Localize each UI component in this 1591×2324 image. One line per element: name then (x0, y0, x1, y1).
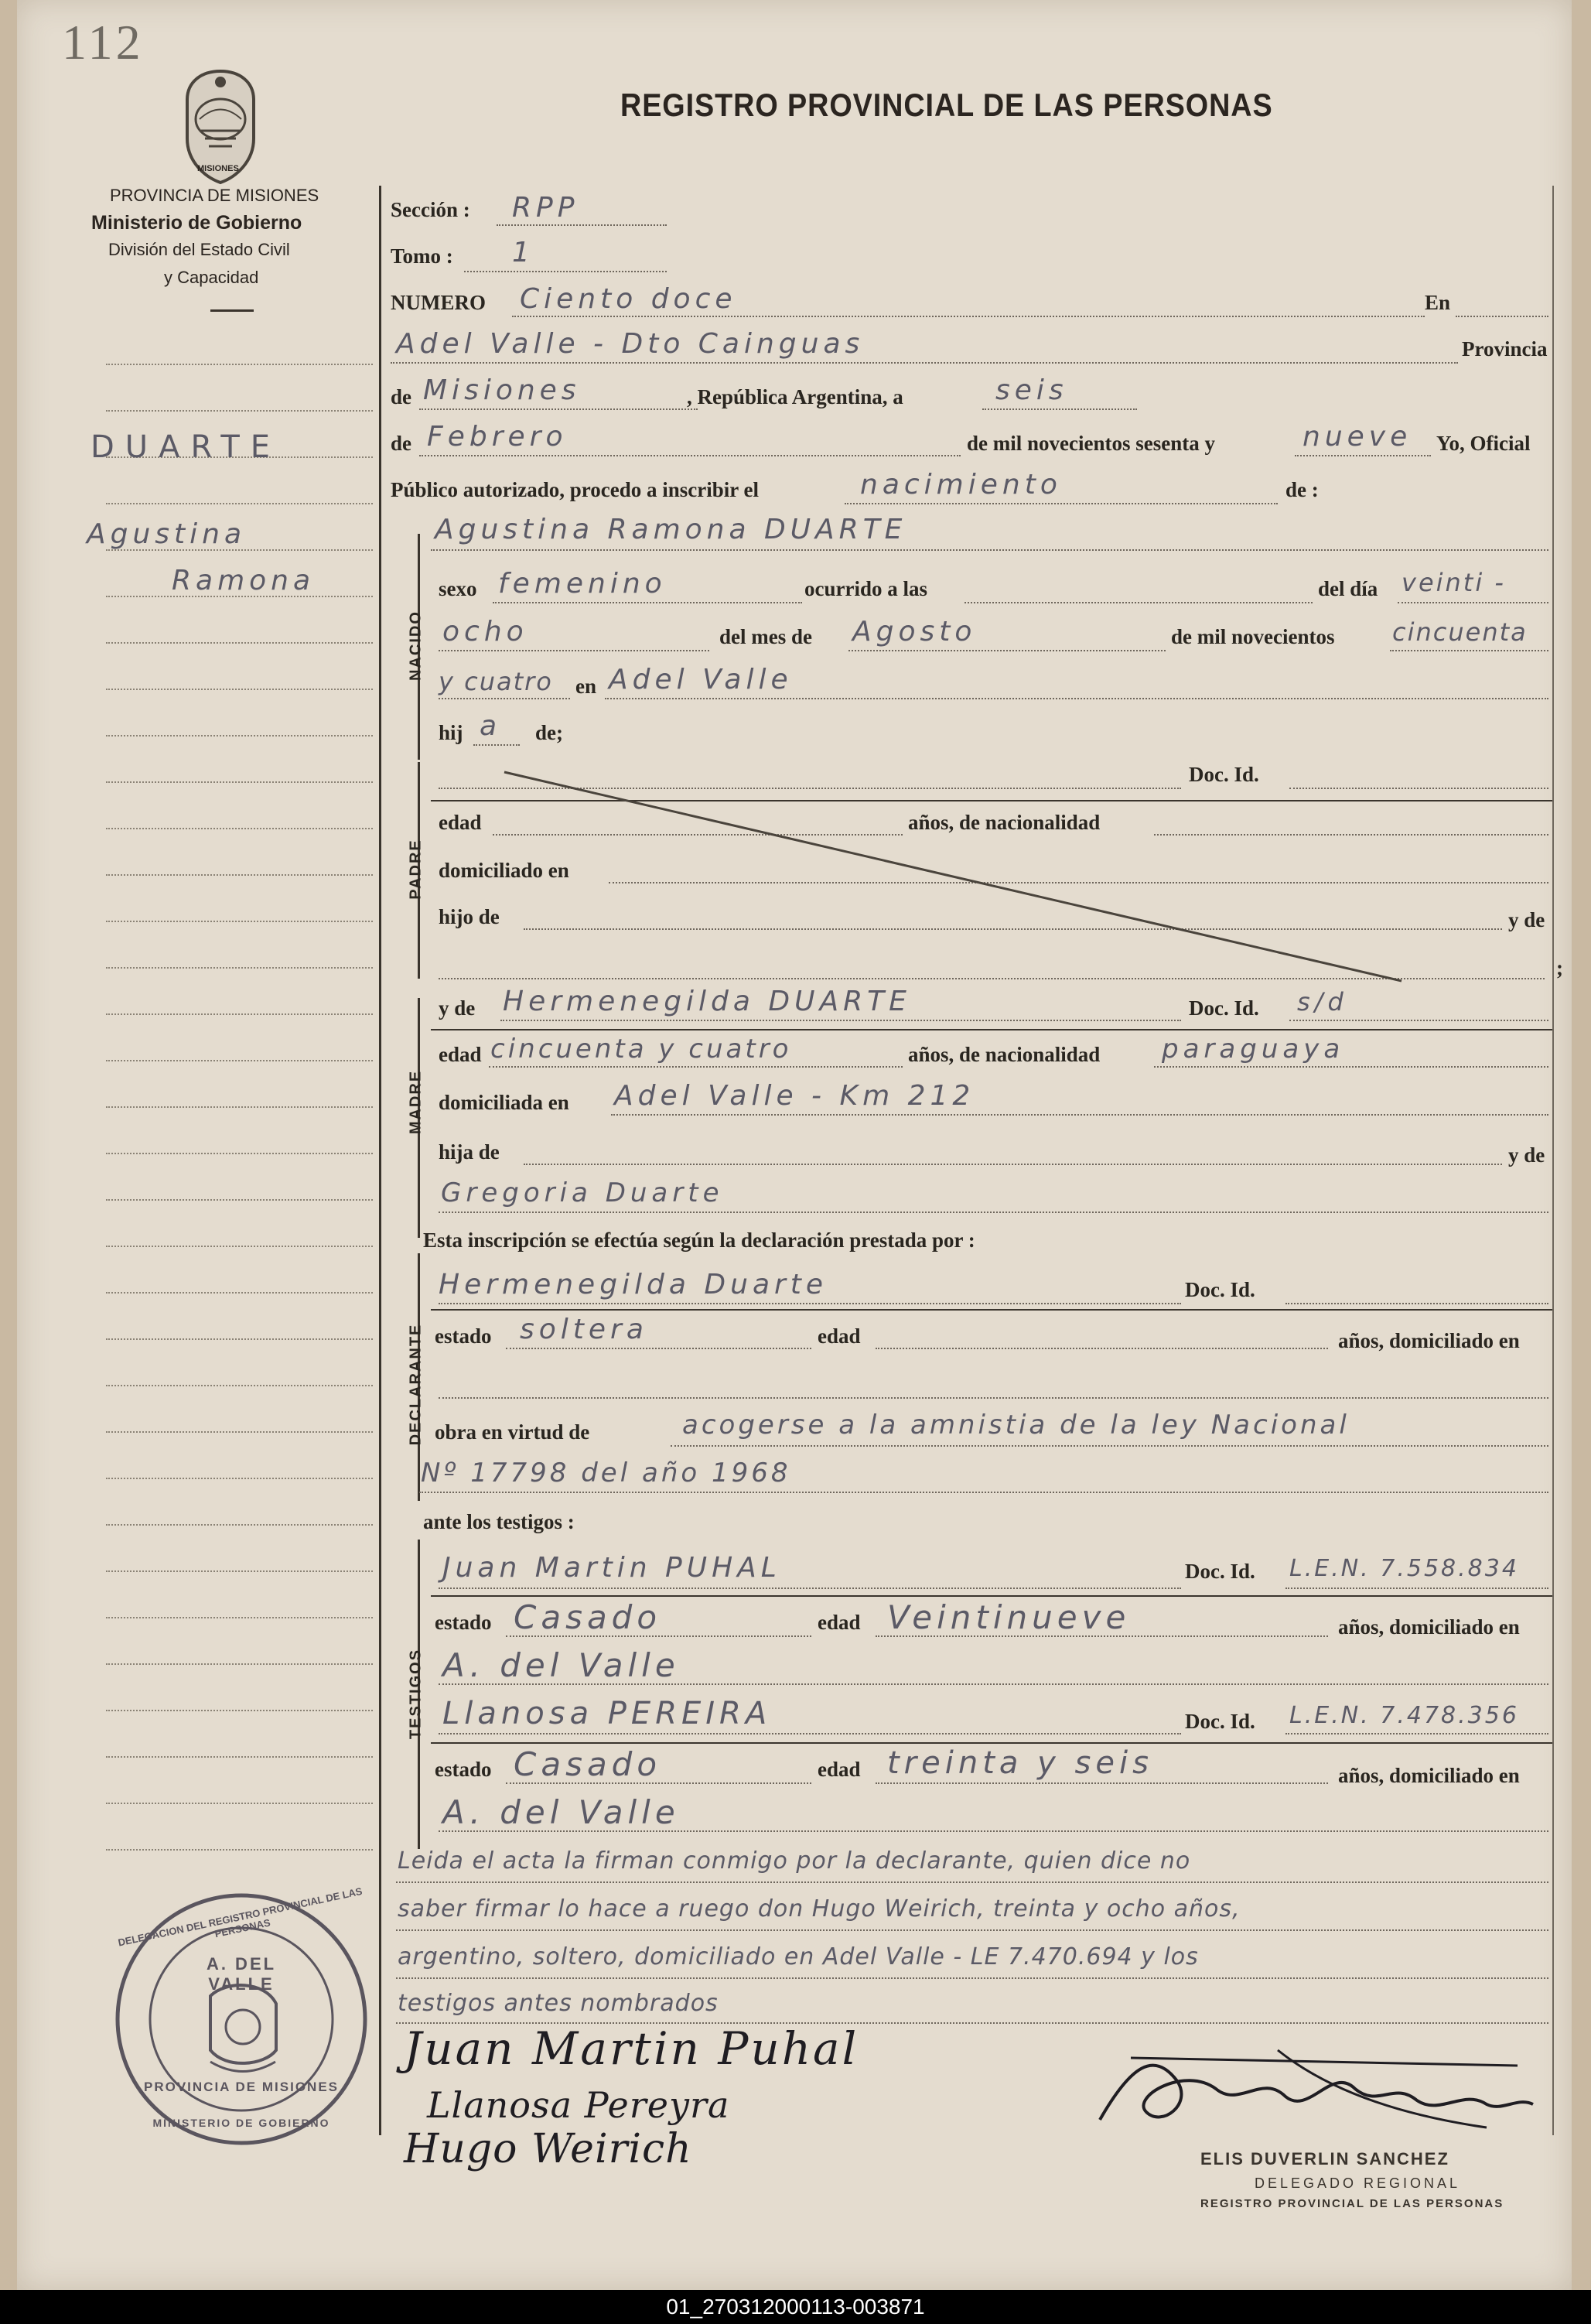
testigo2-domicilio-value: A. del Valle (442, 1793, 680, 1831)
image-id-footer: 01_270312000113-003871 (0, 2290, 1591, 2324)
madre-y-de-label-2: y de (1508, 1143, 1545, 1167)
lugar-line (391, 362, 1458, 364)
anio-nac-line-2 (439, 698, 570, 699)
de-label-2: de (391, 432, 411, 455)
nacido-nombre-value: Agustina Ramona DUARTE (435, 514, 907, 545)
numero-value: Ciento doce (520, 283, 737, 315)
acta-line-2-rule (396, 1929, 1548, 1931)
testigo2-top-rule (431, 1742, 1552, 1744)
stamp-ring-text: MINISTERIO DE GOBIERNO (152, 2117, 330, 2129)
madre-domicilio-value: Adel Valle - Km 212 (614, 1080, 975, 1112)
testigos-section: TESTIGOS (407, 1648, 425, 1740)
madre-abuela-line (439, 1212, 1548, 1213)
lugar-value: Adel Valle - Dto Cainguas (396, 328, 865, 360)
acto-line (845, 503, 1278, 504)
stamp-bottom-text: PROVINCIA DE MISIONES (143, 2080, 339, 2094)
official-signature-icon (1084, 2035, 1548, 2143)
madre-edad-value: cincuenta y cuatro (490, 1034, 792, 1065)
acta-line-1: Leida el acta la firman conmigo por la declarante, quien dice no (398, 1847, 1191, 1875)
nacido-dia-value-1: veinti - (1402, 568, 1506, 597)
acta-line-2: saber firmar lo hace a ruego don Hugo Weirich, treinta y ocho años, (398, 1895, 1241, 1922)
acto-value: nacimiento (860, 469, 1062, 501)
testigo2-estado-label: estado (435, 1758, 492, 1781)
madre-domicilio-label: domiciliada en (439, 1091, 569, 1114)
capacity-label: y Capacidad (164, 268, 259, 287)
padre-doc-label: Doc. Id. (1189, 763, 1259, 786)
hij-label: hij (439, 721, 463, 744)
signature-hugo-weirich: Hugo Weirich (404, 2126, 692, 2172)
margin-surname: DUARTE (90, 429, 282, 465)
numero-label: NUMERO (391, 291, 486, 314)
madre-nacionalidad-label: años, de nacionalidad (908, 1043, 1101, 1066)
declarante-edad-line (876, 1348, 1328, 1349)
nacido-dia-value-2: ocho (442, 616, 528, 648)
madre-section: MADRE (407, 1069, 425, 1135)
madre-abuela-value: Gregoria Duarte (441, 1177, 724, 1208)
testigo2-edad-line (876, 1782, 1328, 1784)
de-label: de (391, 385, 411, 408)
padre-section: PADRE (407, 839, 425, 900)
hij-value: a (480, 710, 502, 742)
declarante-doc-line (1285, 1303, 1548, 1304)
declarante-domicilio-line (439, 1397, 1548, 1399)
testigo1-domicilio-value: A. del Valle (442, 1646, 680, 1684)
testigo1-doc-line (1285, 1587, 1548, 1589)
declarante-estado-line (506, 1348, 811, 1349)
padre-nacionalidad-label: años, de nacionalidad (908, 811, 1101, 834)
nacido-anio-value-2: y cuatro (439, 667, 553, 696)
mil-nac-label: de mil novecientos (1171, 625, 1335, 648)
province-label: PROVINCIA DE MISIONES (110, 186, 319, 205)
republica-label: , República Argentina, a (687, 385, 903, 408)
testigo2-nombre-line (439, 1733, 1181, 1734)
hora-line (965, 602, 1313, 603)
ministry-label: Ministerio de Gobierno (91, 212, 302, 234)
document-title: REGISTRO PROVINCIAL DE LAS PERSONAS (620, 87, 1273, 123)
signature-llanosa-pereyra: Llanosa Pereyra (427, 2084, 730, 2126)
testigo2-estado-value: Casado (514, 1745, 662, 1783)
testigo1-doc-value: L.E.N. 7.558.834 (1289, 1555, 1519, 1582)
nacido-anio-value-1: cincuenta (1392, 617, 1528, 647)
nacido-section: NACIDO (407, 610, 425, 681)
anio-line (1295, 455, 1431, 456)
obra-line-2 (419, 1492, 1548, 1493)
declarante-nombre-line (439, 1303, 1181, 1304)
hij-line (473, 744, 520, 746)
numero-line (512, 316, 1425, 317)
header-rule (210, 309, 254, 312)
register-page (17, 0, 1572, 2290)
testigo2-doc-value: L.E.N. 7.478.356 (1289, 1702, 1519, 1729)
mes-nac-line (848, 650, 1166, 651)
declarante-nombre-value: Hermenegilda Duarte (439, 1269, 828, 1300)
dia-line (982, 408, 1137, 410)
stamp-outer-text: DELEGACION DEL REGISTRO PROVINCIAL DE LAS PERSONAS (117, 1885, 364, 1949)
seccion-label: Sección : (391, 198, 470, 221)
testigo1-top-rule (431, 1595, 1552, 1597)
dia-nac-line-2 (439, 650, 709, 651)
padre-strike-line (497, 766, 1409, 990)
padre-y-de-label: y de (1508, 908, 1545, 931)
madre-doc-value: s/d (1297, 987, 1348, 1017)
madre-domicilio-line (611, 1114, 1548, 1116)
madre-edad-label: edad (439, 1043, 482, 1066)
division-label: División del Estado Civil (108, 240, 290, 259)
testigo2-edad-value: treinta y seis (887, 1745, 1153, 1781)
provincia-line (419, 408, 698, 410)
publico-label: Público autorizado, procedo a inscribir el (391, 478, 759, 501)
official-role: DELEGADO REGIONAL (1255, 2175, 1461, 2191)
declarante-estado-label: estado (435, 1324, 492, 1348)
padre-hijo-label: hijo de (439, 905, 500, 928)
official-name: ELIS DUVERLIN SANCHEZ (1200, 2149, 1449, 2168)
sexo-value: femenino (498, 568, 667, 600)
testigo1-estado-value: Casado (514, 1598, 662, 1636)
madre-nombre-line (500, 1020, 1181, 1021)
madre-doc-line (1289, 1020, 1548, 1021)
testigo1-nombre-value: Juan Martin PUHAL (442, 1552, 781, 1584)
yo-label: Yo, Oficial (1436, 432, 1531, 455)
obra-line (671, 1445, 1548, 1447)
declarante-edad-label: edad (818, 1324, 861, 1348)
padre-edad-label: edad (439, 811, 482, 834)
madre-nacionalidad-line (1154, 1066, 1548, 1068)
right-frame-line (1552, 186, 1554, 2135)
ante-testigos-label: ante los testigos : (423, 1510, 575, 1533)
margin-given-name-1: Agustina (87, 518, 247, 550)
crest-caption: MISIONES (197, 164, 239, 173)
obra-value-2: Nº 17798 del año 1968 (421, 1458, 791, 1488)
mes-value: Febrero (427, 421, 568, 453)
sexo-label: sexo (439, 577, 477, 600)
testigo1-nombre-line (439, 1587, 1181, 1589)
acta-line-3-rule (396, 1977, 1548, 1979)
mil-label: de mil novecientos sesenta y (967, 432, 1215, 455)
sexo-line (493, 602, 802, 603)
provincia-value: Misiones (423, 374, 581, 406)
official-office: REGISTRO PROVINCIAL DE LAS PERSONAS (1200, 2197, 1504, 2210)
acta-line-3: argentino, soltero, domiciliado en Adel Valle - LE 7.470.694 y los (398, 1943, 1199, 1970)
del-dia-label: del día (1318, 577, 1378, 600)
acta-line-1-rule (396, 1881, 1548, 1883)
tomo-line (464, 271, 667, 272)
tomo-label: Tomo : (391, 244, 453, 268)
de-colon-label: de : (1285, 478, 1319, 501)
testigo1-estado-label: estado (435, 1611, 492, 1634)
nacido-nombre-line (431, 549, 1548, 551)
dia-value: seis (995, 374, 1068, 406)
lugar-nac-line (605, 698, 1548, 699)
testigo1-domicilio-label: años, domiciliado en (1338, 1615, 1520, 1639)
provincia-label: Provincia (1462, 337, 1548, 361)
en-label: En (1425, 291, 1451, 314)
madre-y-de-label: y de (439, 996, 476, 1020)
signature-juan-martin-puhal: Juan Martin Puhal (404, 2022, 859, 2075)
anio-nac-line (1390, 650, 1548, 651)
madre-hija-label: hija de (439, 1140, 500, 1164)
testigo1-edad-value: Veintinueve (887, 1598, 1131, 1636)
testigo2-edad-label: edad (818, 1758, 861, 1781)
obra-label: obra en virtud de (435, 1420, 590, 1444)
seccion-value: RPP (512, 192, 579, 224)
testigo1-doc-label: Doc. Id. (1185, 1560, 1255, 1583)
padre-domicilio-label: domiciliado en (439, 859, 569, 882)
nacido-mes-value: Agosto (852, 616, 977, 648)
official-stamp (110, 1885, 373, 2151)
testigo2-doc-line (1285, 1733, 1548, 1734)
tomo-value: 1 (512, 237, 534, 268)
dia-nac-line (1398, 602, 1548, 603)
madre-top-rule (431, 1029, 1552, 1030)
de-semicolon-label: de; (535, 721, 563, 744)
madre-nombre-value: Hermenegilda DUARTE (503, 986, 911, 1017)
mes-label: del mes de (719, 625, 812, 648)
declarante-top-rule (431, 1309, 1552, 1311)
declarante-doc-label: Doc. Id. (1185, 1278, 1255, 1301)
testigo2-domicilio-label: años, domiciliado en (1338, 1764, 1520, 1787)
declarante-domicilio-label: años, domiciliado en (1338, 1329, 1520, 1352)
en-line (1456, 316, 1548, 317)
main-frame-line (379, 186, 381, 2135)
margin-given-name-2: Ramona (172, 565, 316, 596)
acta-line-4: testigos antes nombrados (398, 1990, 719, 2017)
seccion-line (497, 224, 667, 226)
madre-hija-line (524, 1164, 1502, 1165)
anio-value: nueve (1303, 421, 1412, 453)
ocurrido-label: ocurrido a las (804, 577, 927, 600)
madre-nacionalidad-value: paraguaya (1162, 1034, 1345, 1065)
padre-semicolon: ; (1556, 956, 1563, 979)
page-number: 112 (62, 15, 144, 70)
madre-edad-line (489, 1066, 903, 1068)
testigo1-edad-label: edad (818, 1611, 861, 1634)
nacido-lugar-value: Adel Valle (609, 664, 793, 695)
stamp-center-text: A. DEL VALLE (206, 1954, 277, 1994)
madre-doc-label: Doc. Id. (1189, 996, 1259, 1020)
testigo2-nombre-value: Llanosa PEREIRA (442, 1696, 772, 1731)
declaracion-label: Esta inscripción se efectúa según la declaración prestada por : (423, 1229, 975, 1252)
testigo2-doc-label: Doc. Id. (1185, 1710, 1255, 1733)
declarante-estado-value: soltera (520, 1314, 648, 1345)
obra-value-1: acogerse a la amnistia de la ley Nacional (682, 1410, 1350, 1441)
mes-line (419, 455, 961, 456)
declarante-section: DECLARANTE (407, 1323, 425, 1446)
province-crest-icon (178, 65, 263, 189)
en-nac-label: en (575, 675, 596, 698)
